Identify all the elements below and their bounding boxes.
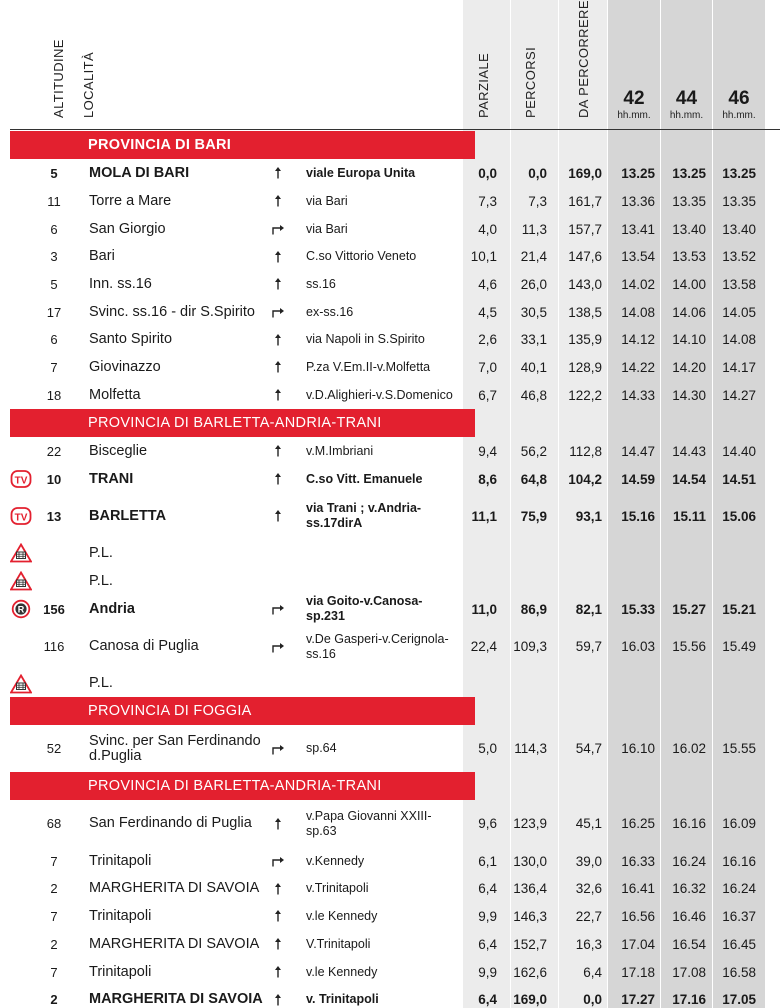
covered-km: 130,0 [513,853,547,869]
time-44: 14.06 [672,304,706,320]
province-name: PROVINCIA DI BARLETTA-ANDRIA-TRANI [88,415,382,431]
remaining-km: 138,5 [568,304,602,320]
speed-value: 46 [728,88,750,109]
altitude: 116 [43,639,65,654]
partial-km: 11,0 [471,601,497,617]
tv-icon [10,506,32,526]
timetable-row [0,539,780,567]
covered-km: 109,3 [513,639,547,654]
locality: Bisceglie [89,442,148,459]
time-42: 14.02 [621,276,655,292]
time-42: 14.12 [621,332,655,347]
timetable-row [0,623,780,670]
timetable-row [0,800,780,847]
altitude: 7 [50,359,58,375]
turn-right-icon [270,298,286,326]
altitude: 7 [50,853,58,869]
time-42: 16.03 [621,639,655,654]
partial-km: 10,1 [470,249,497,264]
time-46: 14.27 [722,387,756,403]
svg-text:TV: TV [14,512,28,524]
altitude: 13 [46,508,62,524]
time-44: 16.46 [672,908,706,924]
altitude: 5 [50,276,58,292]
time-44: 16.54 [672,936,706,952]
svg-text:TV: TV [14,475,28,487]
covered-km: 11,3 [521,221,547,237]
covered-km: 162,6 [513,964,547,980]
header-altitudine [46,0,70,122]
locality: MOLA DI BARI [89,164,190,181]
remaining-km: 0,0 [583,992,602,1007]
province-name: PROVINCIA DI FOGGIA [88,703,252,719]
time-42: 14.47 [621,443,655,459]
time-42: 15.33 [621,601,655,617]
turn-right-icon [270,215,286,243]
remaining-km: 22,7 [575,908,602,924]
remaining-km: 59,7 [575,639,602,654]
road-name: via Bari [306,193,348,208]
timetable-row [0,567,780,595]
straight-arrow-icon [270,465,286,493]
time-42: 14.33 [621,387,655,403]
remaining-km: 39,0 [575,853,602,869]
locality: Bari [89,248,115,264]
time-42: 14.59 [621,471,655,487]
straight-arrow-icon [270,800,286,847]
time-44: 15.27 [672,601,706,617]
partial-km: 5,0 [478,741,497,756]
covered-km: 123,9 [513,816,547,831]
locality: Inn. ss.16 [89,275,152,292]
remaining-km: 112,8 [569,443,602,459]
altitude: 6 [50,221,58,237]
road-name: ss.16 [306,276,336,291]
partial-km: 9,9 [478,908,497,924]
tv-icon [10,469,32,489]
locality: Santo Spirito [89,331,173,347]
partial-km: 11,1 [471,508,497,524]
road-name: v.Papa Giovanni XXIII-sp.63 [306,808,432,838]
time-44: 13.25 [672,165,706,181]
time-46: 13.35 [722,193,756,209]
timetable-row [0,902,780,930]
covered-km: 7,3 [528,193,547,209]
partial-km: 6,1 [478,853,497,869]
road-name: v.Trinitapoli [306,881,369,895]
covered-km: 21,4 [520,249,547,264]
locality: Trinitapoli [89,963,152,980]
partial-km: 4,0 [478,221,497,237]
altitude: 17 [46,304,62,320]
time-44: 17.08 [672,964,706,980]
locality: P.L. [89,675,113,691]
time-46: 13.58 [722,276,756,292]
time-42: 13.25 [621,165,655,181]
straight-arrow-icon [270,986,286,1008]
locality: Svinc. per San Ferdinando d.Puglia [89,732,261,764]
covered-km: 46,8 [520,387,547,403]
header-localita [76,0,100,122]
time-44: 13.35 [672,193,706,209]
time-44: 15.11 [672,508,706,524]
province-band [10,409,475,437]
time-42: 17.27 [621,992,655,1007]
altitude: 3 [50,249,58,264]
header-speed-44 [661,88,712,122]
covered-km: 33,1 [520,332,547,347]
level-crossing-icon [10,571,32,591]
altitude: 2 [50,936,58,952]
locality: Andria [89,600,135,617]
covered-km: 75,9 [520,508,547,524]
straight-arrow-icon [270,381,286,409]
time-46: 14.40 [722,443,756,459]
partial-km: 6,4 [478,992,497,1007]
level-crossing-icon [10,543,32,563]
locality: P.L. [89,572,113,589]
time-44: 14.00 [672,276,706,292]
altitude: 5 [50,165,58,181]
time-42: 16.41 [621,881,655,896]
header-speed-42 [608,88,660,122]
time-44: 16.02 [672,741,706,756]
remaining-km: 54,7 [575,741,602,756]
covered-km: 40,1 [520,359,547,375]
altitude: 68 [46,816,62,831]
partial-km: 6,4 [478,881,497,896]
locality: BARLETTA [89,507,167,524]
covered-km: 136,4 [513,881,547,896]
partial-km: 7,0 [478,359,497,375]
timetable-row [0,465,780,493]
partial-km: 22,4 [470,639,497,654]
road-name: v.M.Imbriani [306,443,374,458]
header-percorsi [518,0,542,122]
straight-arrow-icon [270,353,286,381]
header-da-percorrere [571,0,595,122]
locality: MARGHERITA DI SAVOIA [89,880,260,896]
locality: San Ferdinando di Puglia [89,815,252,831]
timetable-row [0,270,780,298]
timetable-row [0,159,780,187]
turn-right-icon [270,623,286,670]
turn-right-icon [270,725,286,772]
locality: Torre a Mare [89,192,172,209]
timetable-row [0,187,780,215]
timetable-row [0,847,780,875]
locality: MARGHERITA DI SAVOIA [89,935,260,952]
locality: TRANI [89,470,134,487]
time-44: 16.24 [672,853,706,869]
remaining-km: 135,9 [568,332,602,347]
covered-km: 114,3 [514,741,547,756]
timetable-row [0,670,780,697]
refreshment-icon [10,599,32,619]
road-name: via Bari [306,221,348,236]
remaining-km: 122,2 [568,387,602,403]
road-name: C.so Vitt. Emanuele [306,471,423,486]
time-46: 15.06 [722,508,756,524]
time-42: 14.08 [621,304,655,320]
time-44: 15.56 [672,639,706,654]
covered-km: 152,7 [513,936,547,952]
time-44: 14.54 [672,471,706,487]
straight-arrow-icon [270,958,286,986]
partial-km: 9,6 [478,816,497,831]
province-name: PROVINCIA DI BARLETTA-ANDRIA-TRANI [88,778,382,794]
road-name: v.D.Alighieri-v.S.Domenico [306,387,453,402]
header-divider [10,129,780,130]
province-name: PROVINCIA DI BARI [88,137,232,153]
road-name: v.Kennedy [306,853,365,868]
altitude: 156 [43,601,65,617]
remaining-km: 169,0 [568,165,602,181]
straight-arrow-icon [270,437,286,465]
time-44: 16.16 [672,816,706,831]
partial-km: 2,6 [478,332,497,347]
altitude: 2 [50,881,58,896]
road-name: V.Trinitapoli [306,936,371,951]
straight-arrow-icon [270,930,286,958]
time-46: 14.05 [722,304,756,320]
timetable-row [0,326,780,353]
remaining-km: 82,1 [575,601,602,617]
time-44: 14.20 [672,359,706,375]
remaining-km: 32,6 [575,881,602,896]
province-band [10,697,475,725]
covered-km: 169,0 [513,992,547,1007]
straight-arrow-icon [270,875,286,902]
speed-unit: hh.mm. [617,110,651,121]
remaining-km: 6,4 [583,964,602,980]
altitude: 7 [50,964,58,980]
turn-right-icon [270,595,286,623]
time-46: 16.24 [722,881,756,896]
timetable-row [0,215,780,243]
time-42: 15.16 [621,508,655,524]
road-name: P.za V.Em.II-v.Molfetta [306,359,431,374]
speed-value: 42 [623,88,645,109]
time-46: 14.08 [722,332,756,347]
altitude: 11 [47,193,61,209]
locality: Molfetta [89,386,141,403]
locality: Canosa di Puglia [89,638,199,654]
remaining-km: 93,1 [575,508,602,524]
time-44: 13.40 [672,221,706,237]
partial-km: 6,4 [478,936,497,952]
covered-km: 56,2 [520,443,547,459]
road-name: via Napoli in S.Spirito [306,332,425,346]
locality: San Giorgio [89,220,166,237]
time-42: 14.22 [621,359,655,375]
time-46: 14.17 [722,359,756,375]
covered-km: 30,5 [520,304,547,320]
speed-unit: hh.mm. [722,110,756,121]
partial-km: 9,9 [478,964,497,980]
level-crossing-icon [10,674,32,694]
time-46: 13.52 [722,249,756,264]
time-46: 15.21 [722,601,756,617]
remaining-km: 104,2 [568,471,602,487]
header-altitudine-label: ALTITUDINE [51,39,66,118]
road-name: C.so Vittorio Veneto [306,249,417,263]
road-name: via Goito-v.Canosa-sp.231 [306,594,423,623]
remaining-km: 16,3 [575,936,602,952]
header-parziale [471,0,495,122]
header-speed-46 [713,88,765,122]
timetable-row [0,381,780,409]
time-46: 13.40 [722,221,756,237]
partial-km: 4,6 [478,276,497,292]
svg-text:R: R [17,604,25,615]
road-name: via Trani ; v.Andria-ss.17dirA [306,501,422,530]
straight-arrow-icon [270,187,286,215]
time-44: 14.43 [672,443,706,459]
straight-arrow-icon [270,243,286,270]
speed-value: 44 [675,88,698,109]
altitude: 22 [46,443,62,459]
road-name: v.le Kennedy [306,964,378,979]
time-42: 17.04 [621,936,655,952]
timetable-row [0,243,780,270]
covered-km: 0,0 [528,165,547,181]
timetable-row [0,493,780,539]
timetable-row [0,298,780,326]
straight-arrow-icon [270,493,286,539]
road-name: ex-ss.16 [306,304,354,319]
time-42: 16.25 [621,816,655,831]
timetable-row [0,437,780,465]
time-42: 16.10 [621,741,655,756]
partial-km: 9,4 [478,443,497,459]
turn-right-icon [270,847,286,875]
timetable-row [0,986,780,1008]
time-42: 13.54 [621,249,655,264]
time-44: 17.16 [672,992,706,1007]
road-name: v. Trinitapoli [306,992,379,1006]
locality: Trinitapoli [89,907,152,924]
timetable-row [0,930,780,958]
straight-arrow-icon [270,326,286,353]
partial-km: 0,0 [478,165,497,181]
altitude: 18 [46,387,62,403]
timetable-row [0,353,780,381]
time-42: 13.41 [621,221,655,237]
time-42: 13.36 [621,193,655,209]
partial-km: 4,5 [478,304,497,320]
covered-km: 26,0 [520,276,547,292]
road-name: viale Europa Unita [306,165,416,180]
road-name: sp.64 [306,741,337,755]
covered-km: 64,8 [520,471,547,487]
time-42: 17.18 [621,964,655,980]
speed-unit: hh.mm. [669,110,704,121]
remaining-km: 161,7 [568,193,602,209]
time-46: 15.49 [722,639,756,654]
locality: MARGHERITA DI SAVOIA [89,991,263,1007]
road-name: v.De Gasperi-v.Cerignola-ss.16 [306,631,449,661]
timetable-row [0,875,780,902]
covered-km: 146,3 [513,908,547,924]
remaining-km: 45,1 [575,816,602,831]
time-44: 13.53 [672,249,706,264]
remaining-km: 157,7 [568,221,602,237]
province-band [10,772,475,800]
header-parziale-label: PARZIALE [476,52,491,118]
locality: Giovinazzo [89,358,161,375]
locality: P.L. [89,544,113,561]
altitude: 6 [50,332,58,347]
time-44: 14.10 [672,332,706,347]
timetable-row [0,595,780,623]
time-46: 16.16 [722,853,756,869]
timetable-row [0,725,780,772]
locality: Svinc. ss.16 - dir S.Spirito [89,303,255,320]
time-42: 16.56 [621,908,655,924]
time-46: 14.51 [722,471,756,487]
straight-arrow-icon [270,159,286,187]
time-46: 16.45 [722,936,756,952]
header-localita-label: LOCALITÀ [81,51,96,118]
locality: Trinitapoli [89,852,152,869]
altitude: 7 [50,908,58,924]
remaining-km: 147,6 [568,249,602,264]
remaining-km: 128,9 [568,359,602,375]
remaining-km: 143,0 [568,276,602,292]
time-46: 16.09 [722,816,756,831]
straight-arrow-icon [270,902,286,930]
time-42: 16.33 [621,853,655,869]
road-name: v.le Kennedy [306,908,378,923]
partial-km: 6,7 [478,387,497,403]
timetable-row [0,958,780,986]
altitude: 52 [46,741,62,756]
covered-km: 86,9 [520,601,547,617]
header-da-percorrere-label: DA PERCORRERE [576,0,591,118]
partial-km: 7,3 [478,193,497,209]
header-percorsi-label: PERCORSI [523,46,538,118]
altitude: 2 [50,992,58,1007]
time-46: 17.05 [722,992,756,1007]
time-46: 16.58 [722,964,756,980]
altitude: 10 [46,471,62,487]
partial-km: 8,6 [478,471,497,487]
time-44: 14.30 [672,387,706,403]
time-46: 16.37 [722,908,756,924]
time-46: 13.25 [722,165,756,181]
time-46: 15.55 [722,741,756,756]
province-band [10,131,475,159]
time-44: 16.32 [672,881,706,896]
straight-arrow-icon [270,270,286,298]
